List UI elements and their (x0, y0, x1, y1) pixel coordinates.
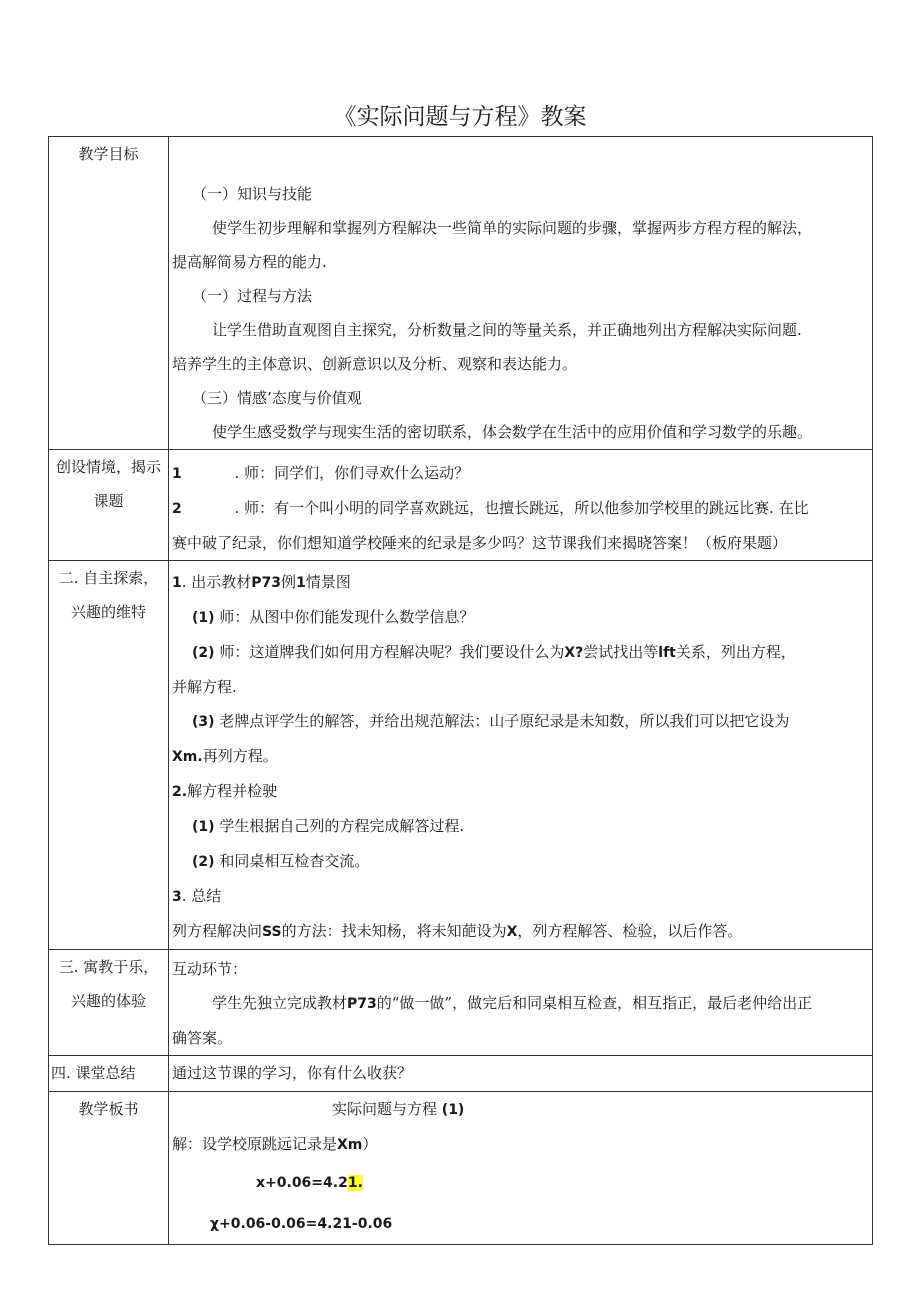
table-row (49, 450, 873, 561)
lesson-plan-table (48, 136, 873, 1245)
explore-q2-e: 关系，列出方程， (675, 643, 796, 661)
explore-r2-text: 和同桌相互检杳交流。 (219, 852, 370, 870)
explore-r1-text: 学生根据自己列的方程完成解答过程. (219, 817, 465, 835)
goals-text-1a: 使学生初步理解和掌握列方程解决一些简单的实际问题的步骤，掌握两步方程方程的解法， (212, 219, 813, 237)
explore-summary-e: ，列方程解答、检验，以后作答。 (517, 922, 743, 940)
explore-q3-c: 再列方程。 (202, 747, 278, 765)
intro-line-2 (172, 491, 870, 526)
row-label-explore (49, 561, 169, 950)
board-equation-1 (172, 1162, 870, 1203)
intro-text-1: . 师：同学们，你们寻欢什么运动？ (234, 464, 470, 482)
explore-q1-text: 师：从图中你们能发现什么数学信息？ (219, 608, 475, 626)
explore-text-1d: 1 (296, 575, 306, 591)
explore-q1 (172, 600, 870, 635)
row-label-fun-b: 兴趣的体验 (70, 992, 146, 1010)
explore-q2-a: 师：这道牌我们如何用方程解决呢？我们要设什么为 (219, 643, 565, 661)
explore-q3 (172, 704, 870, 739)
explore-line-2 (172, 774, 870, 809)
table-row (49, 137, 873, 450)
table-row (49, 561, 873, 950)
intro-num-2: 2 (172, 501, 182, 517)
explore-text-1a: . 出示教材 (181, 573, 252, 591)
board-heading (172, 1092, 870, 1127)
explore-line-1 (172, 565, 870, 600)
explore-text-1c: 例 (281, 573, 297, 591)
explore-r2-num: (2) (192, 854, 215, 870)
fun-text-c: 的“做一做”，做完后和同桌相互检查，相互指正，最后老仲给出正 (376, 994, 813, 1012)
intro-content (169, 450, 873, 561)
board-heading-a: 实际问题与方程 (332, 1100, 438, 1118)
explore-q2-cont: 并解方程. (172, 678, 237, 696)
explore-q2-b: X? (564, 645, 584, 661)
summary-text: 通过这节课的学习，你有什么收获？ (172, 1064, 413, 1082)
explore-r2 (172, 844, 870, 879)
board-solution (172, 1127, 870, 1162)
explore-q3-cont (172, 739, 870, 774)
explore-text-3: . 总结 (181, 887, 222, 905)
row-label-fun-a: 三. 寓教于乐， (58, 958, 159, 976)
goals-content (169, 137, 873, 450)
board-equation-2 (172, 1203, 870, 1244)
fun-text-cont: 确答案。 (172, 1029, 233, 1047)
explore-q3-b: Xm. (172, 749, 203, 765)
summary-content (169, 1056, 873, 1092)
fun-text-b: P73 (347, 996, 377, 1012)
board-solution-c: ） (362, 1135, 378, 1153)
table-row (49, 950, 873, 1056)
explore-text-1e: 情景图 (305, 573, 351, 591)
intro-text-2: . 师：有一个叫小明的同学喜欢跳远，也擅长跳远，所以他参加学校里的跳远比赛. 在比 (234, 499, 809, 517)
intro-num-1: 1 (172, 466, 182, 482)
goals-heading-3: （三）情感’态度与价值观 (192, 389, 362, 407)
explore-summary-a: 列方程解决问 (172, 922, 263, 940)
explore-text-2: 解方程并检驶 (187, 782, 278, 800)
explore-q2 (172, 635, 870, 670)
explore-summary (172, 914, 870, 949)
explore-num-3: 3 (172, 889, 182, 905)
explore-text-1b: P73 (251, 575, 282, 591)
explore-q3-a: 老牌点评学生的解答，并给出规范解法：山子原纪录是未知数，所以我们可以把它设为 (219, 712, 790, 730)
row-label-fun (49, 950, 169, 1056)
row-label-intro-a: 创设情境，揭示 (55, 458, 161, 476)
table-row (49, 1092, 873, 1245)
board-solution-a: 解：设学校原跳远记录是 (172, 1135, 338, 1153)
goals-heading-2: （一）过程与方法 (192, 287, 313, 305)
explore-content (169, 561, 873, 950)
board-content (169, 1092, 873, 1245)
explore-q1-num: (1) (192, 610, 215, 626)
row-label-goals: 教学目标 (49, 137, 169, 450)
intro-line-1 (172, 456, 870, 491)
board-solution-b: Xm (337, 1137, 363, 1153)
fun-content (169, 950, 873, 1056)
explore-summary-c: 的方法：找未知杨，将未知葩设为 (281, 922, 507, 940)
explore-q3-num: (3) (192, 714, 215, 730)
explore-line-3 (172, 879, 870, 914)
row-label-explore-a: 二. 自主探索， (58, 569, 159, 587)
table-row (49, 1056, 873, 1092)
row-label-explore-b: 兴趣的维特 (70, 603, 146, 621)
board-equation-2-text: χ+0.06-0.06=4.21-0.06 (210, 1216, 393, 1232)
row-label-board: 教学板书 (49, 1092, 169, 1245)
intro-line-3: 赛中破了纪录，你们想知道学校陲来的纪录是多少吗？这节课我们来揭晓答案！（板府果题） (172, 534, 788, 552)
board-heading-b: (1) (441, 1102, 465, 1118)
goals-text-2b: 培养学生的主体意识、创新意识以及分析、观察和表达能力。 (172, 355, 578, 373)
board-equation-1a: x+0.06=4.2 (256, 1175, 348, 1191)
goals-text-1b: 提高解简易方程的能力. (172, 253, 327, 271)
goals-text-2a: 让学生借助直观图自主探究，分析数量之间的等量关系，并正确地列出方程解决实际问题. (212, 321, 802, 339)
explore-r1 (172, 809, 870, 844)
row-label-intro-b: 课题 (93, 492, 124, 510)
goals-heading-1: （一）知识与技能 (192, 185, 313, 203)
explore-summary-b: SS (262, 924, 282, 940)
row-label-summary: 四. 课堂总结 (49, 1056, 169, 1092)
fun-text-a: 学生先独立完成教材 (212, 994, 348, 1012)
fun-heading: 互动环节： (172, 960, 248, 978)
explore-num-2: 2. (172, 784, 188, 800)
explore-r1-num: (1) (192, 819, 215, 835)
row-label-intro (49, 450, 169, 561)
explore-q2-num: (2) (192, 645, 215, 661)
fun-text (172, 986, 870, 1021)
page-title: 《实际问题与方程》教案 (333, 104, 587, 130)
goals-text-3: 使学生感受数学与现实生活的密切联系，体会数学在生活中的应用价值和学习数学的乐趣。 (212, 423, 813, 441)
board-equation-1b: 1. (347, 1175, 363, 1191)
explore-summary-d: X (506, 924, 518, 940)
explore-q2-d: lft (658, 645, 676, 661)
explore-q2-c: 尝试找出等 (583, 643, 659, 661)
explore-num-1: 1 (172, 575, 182, 591)
